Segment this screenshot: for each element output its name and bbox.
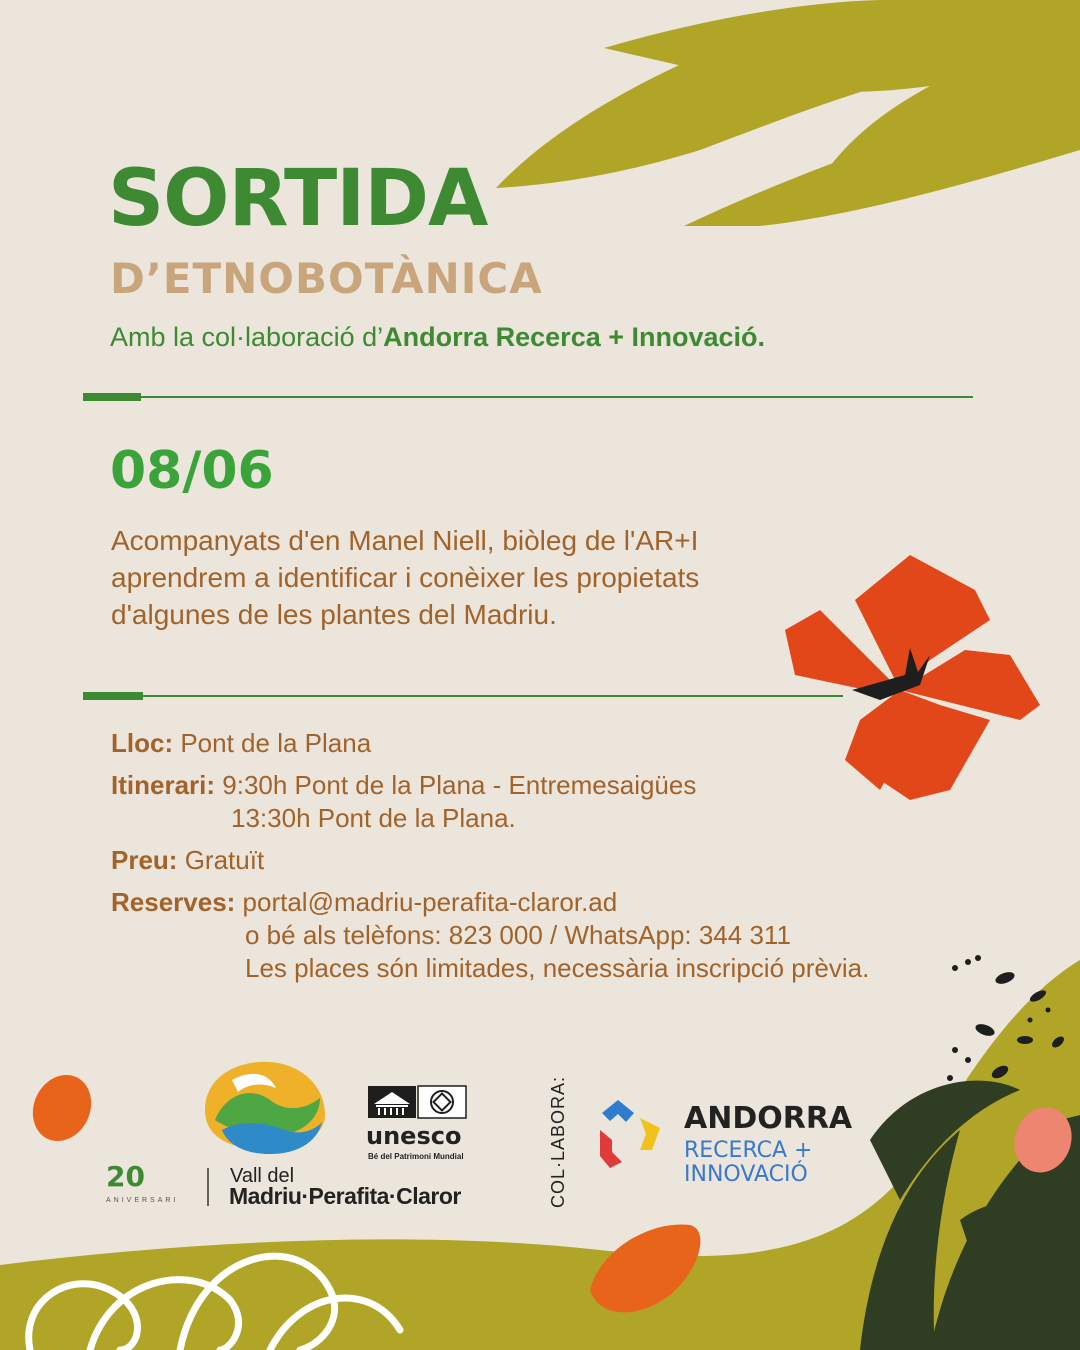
place-row xyxy=(111,726,371,760)
itinerary-label: Itinerari: xyxy=(111,770,216,800)
anniversary-number: 20 xyxy=(106,1160,145,1193)
event-title: SORTIDA xyxy=(108,154,488,244)
vall-madriu-logo-mark xyxy=(205,1062,325,1154)
ari-logo-mark xyxy=(600,1100,660,1168)
price-value: Gratuït xyxy=(184,845,265,875)
anniversary-label: ANIVERSARI xyxy=(106,1197,179,1204)
vall-line-2: Madriu·Perafita·Claror xyxy=(229,1183,461,1209)
divider-1 xyxy=(141,396,973,398)
reservations-email[interactable]: portal@madriu-perafita-claror.ad xyxy=(242,887,618,917)
unesco-subtitle: Bé del Patrimoni Mundial xyxy=(368,1152,464,1161)
collab-prefix: Amb la col·laboració d’ xyxy=(110,322,384,352)
event-subtitle: D’ETNOBOTÀNICA xyxy=(110,254,543,303)
colabora-label: COL·LABORA: xyxy=(548,1075,568,1208)
ari-line-1: RECERCA + xyxy=(684,1138,813,1163)
itinerary-line-1: 9:30h Pont de la Plana - Entremesaigües xyxy=(222,770,697,800)
event-description xyxy=(111,522,831,633)
divider-accent-1 xyxy=(83,393,141,401)
ari-title: ANDORRA xyxy=(684,1101,853,1136)
description-line: d'algunes de les plantes del Madriu. xyxy=(111,599,557,630)
price-label: Preu: xyxy=(111,845,178,875)
vall-line-1: Vall del xyxy=(230,1165,295,1187)
itinerary-line-2: 13:30h Pont de la Plana. xyxy=(231,803,516,833)
reservations-row xyxy=(111,885,617,919)
ari-subtitle xyxy=(684,1139,812,1187)
ari-line-2: INNOVACIÓ xyxy=(684,1162,808,1187)
reservations-label: Reserves: xyxy=(111,887,236,917)
collaboration-line xyxy=(110,322,765,353)
orange-blob-left xyxy=(22,1065,101,1150)
divider-accent-2 xyxy=(83,692,143,700)
price-row xyxy=(111,843,264,877)
unesco-emblem xyxy=(368,1086,466,1118)
divider-2 xyxy=(143,695,843,697)
place-value: Pont de la Plana xyxy=(180,728,372,758)
description-line: aprendrem a identificar i conèixer les propietats xyxy=(111,562,700,593)
place-label: Lloc: xyxy=(111,728,174,758)
collab-org: Andorra Recerca + Innovació. xyxy=(383,322,766,352)
event-date: 08/06 xyxy=(110,441,274,501)
unesco-name: unesco xyxy=(366,1122,462,1150)
reservations-phones: o bé als telèfons: 823 000 / WhatsApp: 344 311 xyxy=(245,920,791,950)
description-line: Acompanyats d'en Manel Niell, biòleg de l'AR+I xyxy=(111,525,699,556)
itinerary-row xyxy=(111,768,696,802)
reservations-note: Les places són limitades, necessària inscripció prèvia. xyxy=(245,953,870,983)
